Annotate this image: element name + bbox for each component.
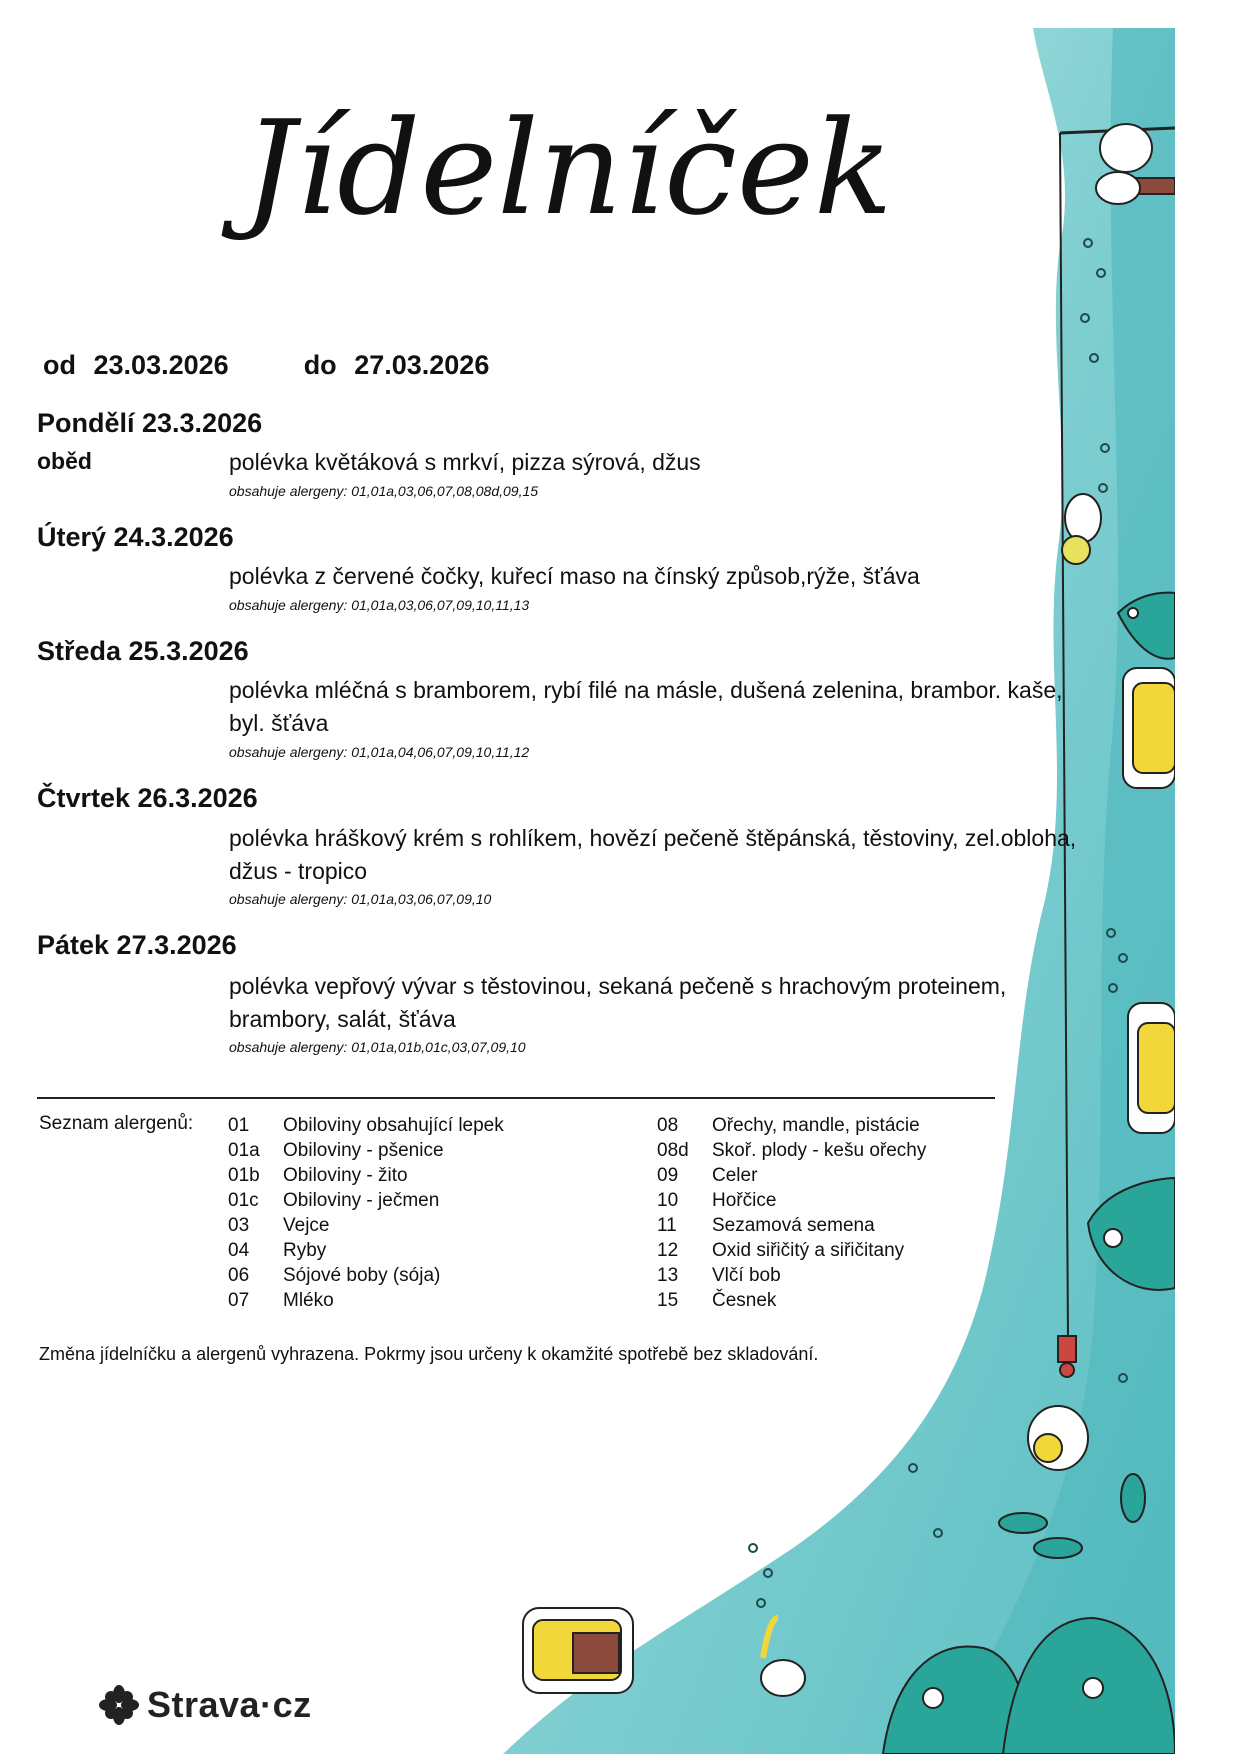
- meal-line: džus - tropico: [229, 858, 368, 884]
- allergen-item: 08d Skoř. plody - kešu ořechy: [657, 1140, 927, 1161]
- meal-text: [229, 560, 1175, 593]
- allergen-item: 01c Obiloviny - ječmen: [228, 1190, 440, 1211]
- allergen-info: obsahuje alergeny: 01,01a,03,06,07,08,08d,09,15: [229, 483, 539, 499]
- allergen-list-label: Seznam alergenů:: [39, 1113, 194, 1134]
- meal-text: [229, 822, 1175, 888]
- from-label: od: [43, 350, 76, 380]
- meal-line: byl. šťáva: [229, 710, 329, 736]
- allergen-item: 08 Ořechy, mandle, pistácie: [657, 1115, 920, 1136]
- meal-line: polévka vepřový vývar s těstovinou, sekaná pečeně s hrachovým proteinem,: [229, 973, 1007, 999]
- disclaimer-note: Změna jídelníčku a alergenů vyhrazena. Pokrmy jsou určeny k okamžité spotřebě bez skladování.: [39, 1344, 819, 1364]
- day-heading: Pátek 27.3.2026: [37, 930, 237, 960]
- allergen-info: obsahuje alergeny: 01,01a,01b,01c,03,07,09,10: [229, 1039, 526, 1055]
- allergen-item: 11 Sezamová semena: [657, 1215, 875, 1236]
- meal-line: polévka z červené čočky, kuřecí maso na čínský způsob,rýže, šťáva: [229, 563, 920, 589]
- allergen-info: obsahuje alergeny: 01,01a,03,06,07,09,10,11,13: [229, 597, 530, 613]
- allergen-item: 03 Vejce: [228, 1215, 330, 1236]
- allergen-item: 06 Sójové boby (sója): [228, 1265, 441, 1286]
- allergen-item: 15 Česnek: [657, 1290, 777, 1311]
- day-heading: Středa 25.3.2026: [37, 636, 249, 666]
- meal-text: [229, 674, 1175, 740]
- allergen-item: 12 Oxid siřičitý a siřičitany: [657, 1240, 905, 1261]
- meal-line: polévka mléčná s bramborem, rybí filé na másle, dušená zelenina, brambor. kaše,: [229, 677, 1063, 703]
- divider: [37, 1097, 995, 1099]
- allergen-info: obsahuje alergeny: 01,01a,04,06,07,09,10,11,12: [229, 744, 530, 760]
- allergen-info: obsahuje alergeny: 01,01a,03,06,07,09,10: [229, 891, 492, 907]
- allergen-list-left: [228, 1113, 504, 1313]
- allergen-item: 01a Obiloviny - pšenice: [228, 1140, 444, 1161]
- allergen-item: 01b Obiloviny - žito: [228, 1165, 408, 1186]
- to-label: do: [303, 350, 337, 380]
- meal-text: [229, 446, 1175, 479]
- day-heading: Čtvrtek 26.3.2026: [37, 783, 258, 813]
- day-heading: Úterý 24.3.2026: [37, 522, 234, 552]
- day-heading: Pondělí 23.3.2026: [37, 408, 263, 438]
- allergen-item: 04 Ryby: [228, 1240, 327, 1261]
- meal-line: polévka květáková s mrkví, pizza sýrová, džus: [229, 449, 701, 475]
- allergen-item: 07 Mléko: [228, 1290, 334, 1311]
- strava-logo: [99, 1684, 312, 1726]
- meal-label: oběd: [37, 448, 92, 474]
- meal-text: [229, 970, 1175, 1036]
- page-title: [33, 48, 1175, 298]
- meal-line: brambory, salát, šťáva: [229, 1006, 456, 1032]
- flower-icon: [99, 1685, 139, 1725]
- allergen-item: 01 Obiloviny obsahující lepek: [228, 1115, 504, 1136]
- menu-page: [33, 28, 1175, 1754]
- svg-text:Jídelníček: Jídelníček: [243, 92, 893, 244]
- allergen-item: 13 Vlčí bob: [657, 1265, 781, 1286]
- date-range: [43, 350, 489, 381]
- logo-text: Strava·cz: [147, 1684, 312, 1725]
- from-date: 23.03.2026: [93, 350, 229, 380]
- allergen-item: 09 Celer: [657, 1165, 758, 1186]
- meal-line: polévka hráškový krém s rohlíkem, hovězí pečeně štěpánská, těstoviny, zel.obloha,: [229, 825, 1077, 851]
- allergen-list-right: [657, 1113, 926, 1313]
- to-date: 27.03.2026: [354, 350, 490, 380]
- allergen-item: 10 Hořčice: [657, 1190, 777, 1211]
